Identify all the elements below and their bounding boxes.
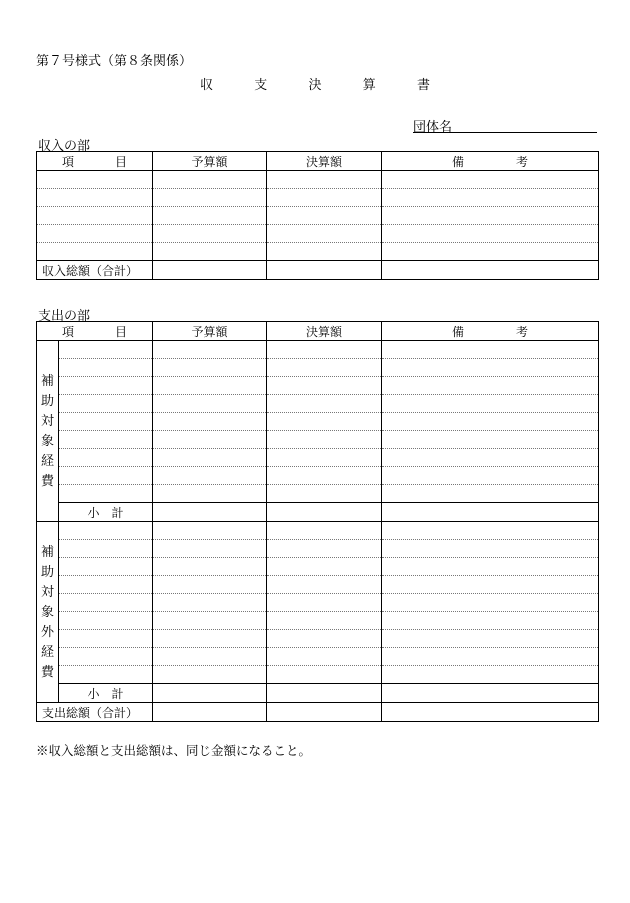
organization-name-label: 団体名	[413, 120, 453, 135]
cell[interactable]	[267, 207, 382, 225]
cell[interactable]	[153, 341, 267, 359]
cell[interactable]	[59, 522, 153, 540]
subsidy-row	[37, 359, 599, 377]
subsidy-row	[37, 431, 599, 449]
expense-total-settlement[interactable]	[267, 703, 382, 722]
cell[interactable]	[382, 630, 599, 648]
income-total-settlement[interactable]	[267, 261, 382, 280]
expense-total-row	[37, 703, 599, 722]
cell[interactable]	[267, 225, 382, 243]
cell[interactable]	[267, 341, 382, 359]
income-total-budget[interactable]	[153, 261, 267, 280]
cell[interactable]	[382, 540, 599, 558]
cell[interactable]	[153, 503, 267, 522]
income-total-remarks[interactable]	[382, 261, 599, 280]
cell[interactable]	[59, 576, 153, 594]
header-budget: 予算額	[153, 322, 267, 341]
cell[interactable]	[153, 558, 267, 576]
cell[interactable]	[59, 431, 153, 449]
cell[interactable]	[382, 377, 599, 395]
cell[interactable]	[382, 594, 599, 612]
cell[interactable]	[59, 594, 153, 612]
non-subsidy-row	[37, 648, 599, 666]
cell[interactable]	[153, 413, 267, 431]
header-item: 項 目	[37, 152, 153, 171]
non-subsidy-group-label	[37, 522, 59, 703]
group-label-char: 対	[40, 413, 54, 429]
cell[interactable]	[267, 558, 382, 576]
cell[interactable]	[382, 359, 599, 377]
title-char: 決	[308, 78, 322, 93]
cell[interactable]	[382, 467, 599, 485]
cell[interactable]	[59, 467, 153, 485]
cell[interactable]	[267, 522, 382, 540]
footnote: ※収入総額と支出総額は、同じ金額になること。	[36, 743, 312, 758]
cell[interactable]	[153, 540, 267, 558]
cell[interactable]	[153, 648, 267, 666]
cell[interactable]	[267, 612, 382, 630]
cell[interactable]	[267, 243, 382, 261]
cell[interactable]	[153, 431, 267, 449]
cell[interactable]	[37, 171, 153, 189]
header-item: 項 目	[37, 322, 153, 341]
subsidy-subtotal-label: 小 計	[59, 503, 153, 522]
cell[interactable]	[267, 467, 382, 485]
group-label-char: 対	[40, 584, 54, 600]
group-label-char: 象	[40, 604, 54, 620]
group-label-char: 経	[40, 644, 54, 660]
cell[interactable]	[267, 413, 382, 431]
cell[interactable]	[153, 594, 267, 612]
cell[interactable]	[153, 576, 267, 594]
cell[interactable]	[153, 377, 267, 395]
non-subsidy-row	[37, 558, 599, 576]
cell[interactable]	[267, 576, 382, 594]
cell[interactable]	[59, 377, 153, 395]
income-row	[37, 225, 599, 243]
cell[interactable]	[153, 207, 267, 225]
cell[interactable]	[267, 503, 382, 522]
expense-header-row	[37, 322, 599, 341]
cell[interactable]	[267, 666, 382, 684]
header-budget: 予算額	[153, 152, 267, 171]
subsidy-group-label	[37, 341, 59, 522]
subsidy-row	[37, 377, 599, 395]
subsidy-row	[37, 485, 599, 503]
group-label-char: 助	[40, 393, 54, 409]
title-char: 書	[416, 78, 430, 93]
income-table	[36, 151, 599, 280]
cell[interactable]	[382, 612, 599, 630]
cell[interactable]	[267, 171, 382, 189]
cell[interactable]	[153, 243, 267, 261]
non-subsidy-row	[37, 576, 599, 594]
income-header-row	[37, 152, 599, 171]
income-section-label: 収入の部	[38, 139, 91, 154]
cell[interactable]	[382, 395, 599, 413]
cell[interactable]	[382, 225, 599, 243]
cell[interactable]	[153, 485, 267, 503]
cell[interactable]	[153, 449, 267, 467]
cell[interactable]	[267, 395, 382, 413]
cell[interactable]	[59, 413, 153, 431]
cell[interactable]	[382, 485, 599, 503]
non-subsidy-row	[37, 540, 599, 558]
cell[interactable]	[382, 413, 599, 431]
subsidy-row	[37, 341, 599, 359]
header-settlement: 決算額	[267, 152, 382, 171]
cell[interactable]	[153, 467, 267, 485]
subsidy-row	[37, 467, 599, 485]
cell[interactable]	[153, 522, 267, 540]
cell[interactable]	[59, 359, 153, 377]
cell[interactable]	[382, 341, 599, 359]
header-remarks: 備 考	[382, 322, 599, 341]
non-subsidy-subtotal-row	[37, 684, 599, 703]
non-subsidy-row	[37, 522, 599, 540]
cell[interactable]	[382, 431, 599, 449]
header-remarks: 備 考	[382, 152, 599, 171]
cell[interactable]	[59, 630, 153, 648]
cell[interactable]	[382, 666, 599, 684]
cell[interactable]	[153, 684, 267, 703]
cell[interactable]	[37, 189, 153, 207]
cell[interactable]	[382, 207, 599, 225]
cell[interactable]	[382, 558, 599, 576]
cell[interactable]	[267, 189, 382, 207]
cell[interactable]	[267, 648, 382, 666]
cell[interactable]	[59, 395, 153, 413]
cell[interactable]	[59, 666, 153, 684]
non-subsidy-row	[37, 666, 599, 684]
subsidy-row	[37, 449, 599, 467]
subsidy-row	[37, 395, 599, 413]
cell[interactable]	[267, 630, 382, 648]
cell[interactable]	[382, 648, 599, 666]
cell[interactable]	[153, 171, 267, 189]
form-number: 第７号様式（第８条関係）	[36, 54, 193, 69]
title-char: 算	[362, 78, 376, 93]
title-char: 支	[254, 78, 268, 93]
cell[interactable]	[37, 207, 153, 225]
income-row	[37, 207, 599, 225]
header-settlement: 決算額	[267, 322, 382, 341]
cell[interactable]	[59, 485, 153, 503]
income-row	[37, 243, 599, 261]
cell[interactable]	[153, 225, 267, 243]
cell[interactable]	[59, 341, 153, 359]
cell[interactable]	[153, 630, 267, 648]
document-title	[200, 74, 430, 93]
organization-name-field[interactable]	[413, 132, 597, 133]
cell[interactable]	[382, 243, 599, 261]
cell[interactable]	[153, 666, 267, 684]
group-label-char: 助	[40, 564, 54, 580]
income-row	[37, 171, 599, 189]
cell[interactable]	[267, 449, 382, 467]
income-total-row	[37, 261, 599, 280]
income-total-label: 収入総額（合計）	[37, 261, 153, 280]
cell[interactable]	[382, 171, 599, 189]
cell[interactable]	[59, 449, 153, 467]
group-label-char: 費	[40, 473, 54, 489]
cell[interactable]	[59, 648, 153, 666]
group-label-char: 補	[40, 544, 54, 560]
cell[interactable]	[59, 540, 153, 558]
cell[interactable]	[267, 485, 382, 503]
cell[interactable]	[267, 540, 382, 558]
cell[interactable]	[382, 189, 599, 207]
group-label-char: 費	[40, 664, 54, 680]
expense-total-remarks[interactable]	[382, 703, 599, 722]
cell[interactable]	[382, 684, 599, 703]
cell[interactable]	[153, 395, 267, 413]
non-subsidy-subtotal-label: 小 計	[59, 684, 153, 703]
non-subsidy-row	[37, 612, 599, 630]
cell[interactable]	[153, 189, 267, 207]
group-label-char: 経	[40, 453, 54, 469]
cell[interactable]	[267, 431, 382, 449]
expense-total-label: 支出総額（合計）	[37, 703, 153, 722]
expense-table	[36, 321, 599, 722]
non-subsidy-row	[37, 594, 599, 612]
income-row	[37, 189, 599, 207]
cell[interactable]	[37, 243, 153, 261]
cell[interactable]	[267, 684, 382, 703]
subsidy-row	[37, 413, 599, 431]
cell[interactable]	[267, 594, 382, 612]
cell[interactable]	[153, 359, 267, 377]
cell[interactable]	[382, 449, 599, 467]
non-subsidy-row	[37, 630, 599, 648]
expense-section-label: 支出の部	[38, 309, 91, 324]
cell[interactable]	[59, 558, 153, 576]
cell[interactable]	[382, 576, 599, 594]
expense-total-budget[interactable]	[153, 703, 267, 722]
cell[interactable]	[382, 503, 599, 522]
group-label-char: 外	[40, 624, 54, 640]
cell[interactable]	[37, 225, 153, 243]
title-char: 収	[200, 78, 214, 93]
cell[interactable]	[267, 377, 382, 395]
cell[interactable]	[382, 522, 599, 540]
cell[interactable]	[59, 612, 153, 630]
subsidy-subtotal-row	[37, 503, 599, 522]
group-label-char: 象	[40, 433, 54, 449]
cell[interactable]	[267, 359, 382, 377]
group-label-char: 補	[40, 373, 54, 389]
cell[interactable]	[153, 612, 267, 630]
